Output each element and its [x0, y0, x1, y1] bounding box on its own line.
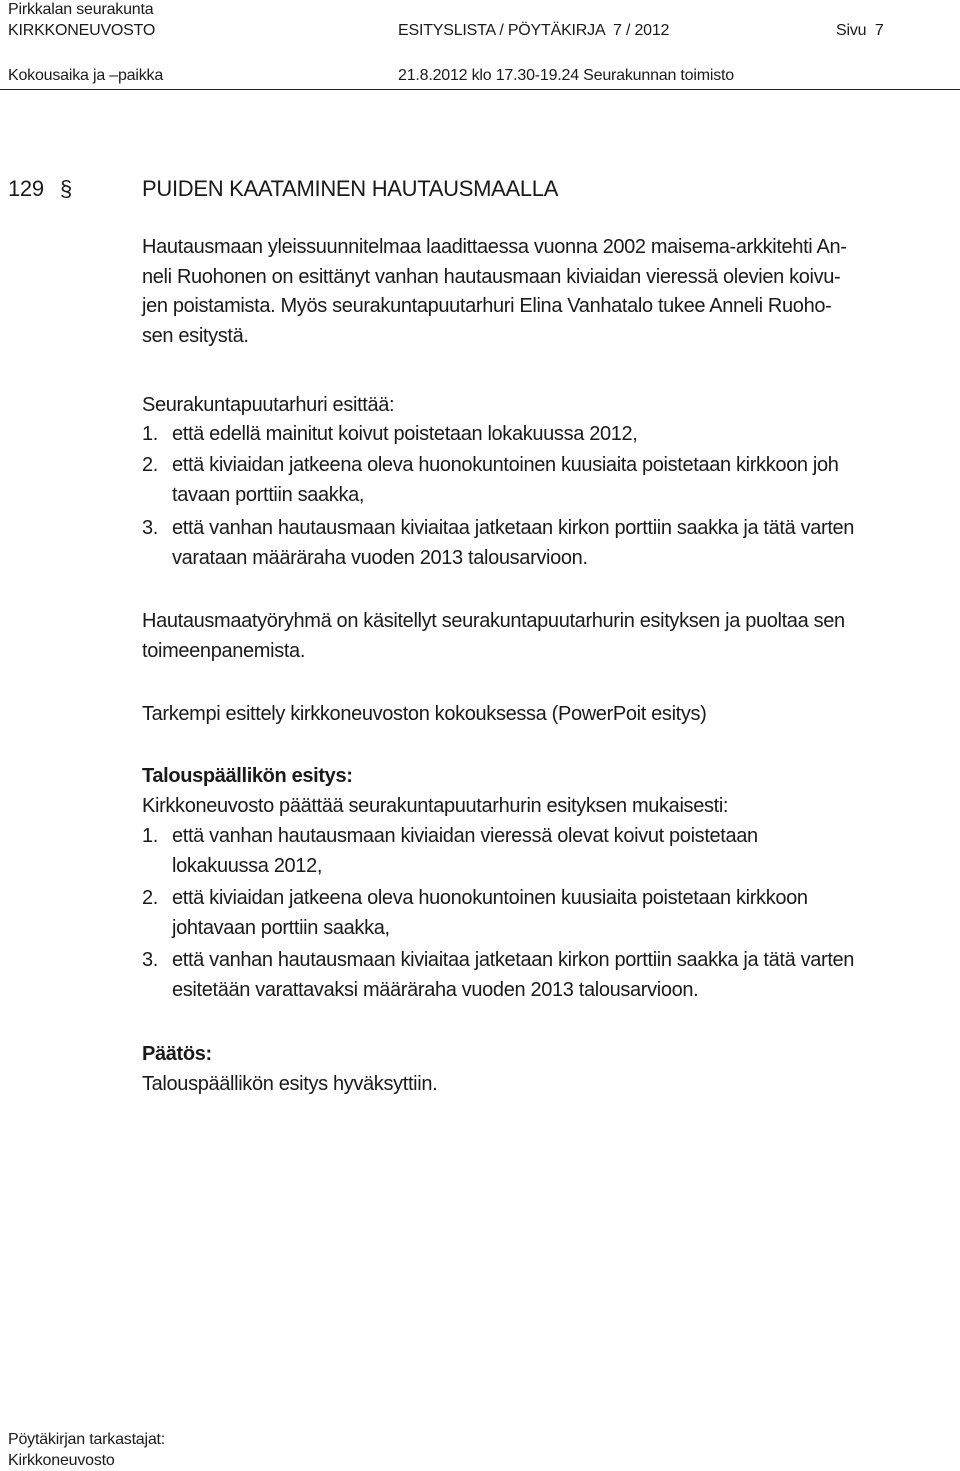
item-line: että vanhan hautausmaan kiviaitaa jatketaan kirkon porttiin saakka ja tätä varten [172, 949, 855, 971]
item-line: johtavaan porttiin saakka, [172, 916, 390, 939]
decision-heading: Päätös: [142, 1043, 212, 1065]
item-number: 3. [142, 949, 158, 971]
item-line: että kiviaidan jatkeena oleva huonokuntoinen kuusiaita poistetaan kirkkoon [172, 887, 808, 909]
intro-line: Hautausmaan yleissuunnitelmaa laadittaessa vuonna 2002 maisema-arkkitehti An- [142, 236, 847, 258]
footer-body-name: Kirkkoneuvosto [8, 1452, 115, 1469]
header-divider [0, 89, 960, 90]
section-number: 129 [8, 176, 44, 201]
meeting-value: 21.8.2012 klo 17.30-19.24 Seurakunnan toimisto [398, 67, 734, 84]
item-line: että vanhan hautausmaan kiviaitaa jatketaan kirkon porttiin saakka ja tätä varten [172, 517, 855, 539]
item-line: lokakuussa 2012, [172, 854, 323, 877]
intro-line: jen poistamista. Myös seurakuntapuutarhuri Elina Vanhatalo tukee Anneli Ruoho- [142, 295, 832, 317]
item-line: esitetään varattavaksi määräraha vuoden 2013 talousarvioon. [172, 978, 699, 1001]
proposal2-heading-text: Talouspäällikön esitys: [142, 765, 353, 787]
group-line: toimeenpanemista. [142, 639, 306, 662]
proposal1-heading-text: Seurakuntapuutarhuri esittää: [142, 394, 395, 416]
section-title: PUIDEN KAATAMINEN HAUTAUSMAALLA [142, 176, 559, 201]
item-line: varataan määräraha vuoden 2013 talousarvioon. [172, 546, 588, 569]
item-number: 2. [142, 454, 158, 476]
item-number: 2. [142, 887, 158, 909]
group-line: Hautausmaatyöryhmä on käsitellyt seurakuntapuutarhurin esityksen ja puoltaa sen [142, 610, 845, 632]
intro-paragraph [142, 233, 948, 351]
item-line: tavaan porttiin saakka, [172, 483, 365, 506]
document-title: ESITYSLISTA / PÖYTÄKIRJA 7 / 2012 [398, 22, 670, 39]
proposal1-heading [142, 391, 948, 421]
item-number: 3. [142, 517, 158, 539]
page-number: Sivu 7 [836, 22, 884, 39]
item-number: 1. [142, 423, 158, 445]
proposal2-lead: Kirkkoneuvosto päättää seurakuntapuutarhurin esityksen mukaisesti: [142, 794, 729, 817]
item-line: että kiviaidan jatkeena oleva huonokuntoinen kuusiaita poistetaan kirkkoon joh [172, 454, 839, 476]
meeting-label: Kokousaika ja –paikka [8, 67, 164, 84]
body-name: KIRKKONEUVOSTO [8, 22, 156, 39]
footer-label: Pöytäkirjan tarkastajat: [8, 1431, 166, 1448]
presentation-note [142, 700, 948, 730]
decision-text: Talouspäällikön esitys hyväksyttiin. [142, 1072, 438, 1095]
section-symbol: § [60, 176, 73, 201]
parish-name: Pirkkalan seurakunta [8, 1, 154, 18]
item-number: 1. [142, 825, 158, 847]
decision [142, 1040, 948, 1099]
item-line: että edellä mainitut koivut poistetaan lokakuussa 2012, [172, 423, 638, 445]
item-line: että vanhan hautausmaan kiviaidan vieressä olevat koivut poistetaan [172, 825, 758, 847]
proposal2-heading [142, 762, 948, 821]
intro-line: sen esitystä. [142, 324, 249, 347]
intro-line: neli Ruohonen on esittänyt vanhan hautausmaan kiviaidan vieressä olevien koivu- [142, 265, 841, 288]
group-paragraph [142, 607, 948, 666]
presentation-text: Tarkempi esittely kirkkoneuvoston kokouksessa (PowerPoit esitys) [142, 703, 707, 725]
